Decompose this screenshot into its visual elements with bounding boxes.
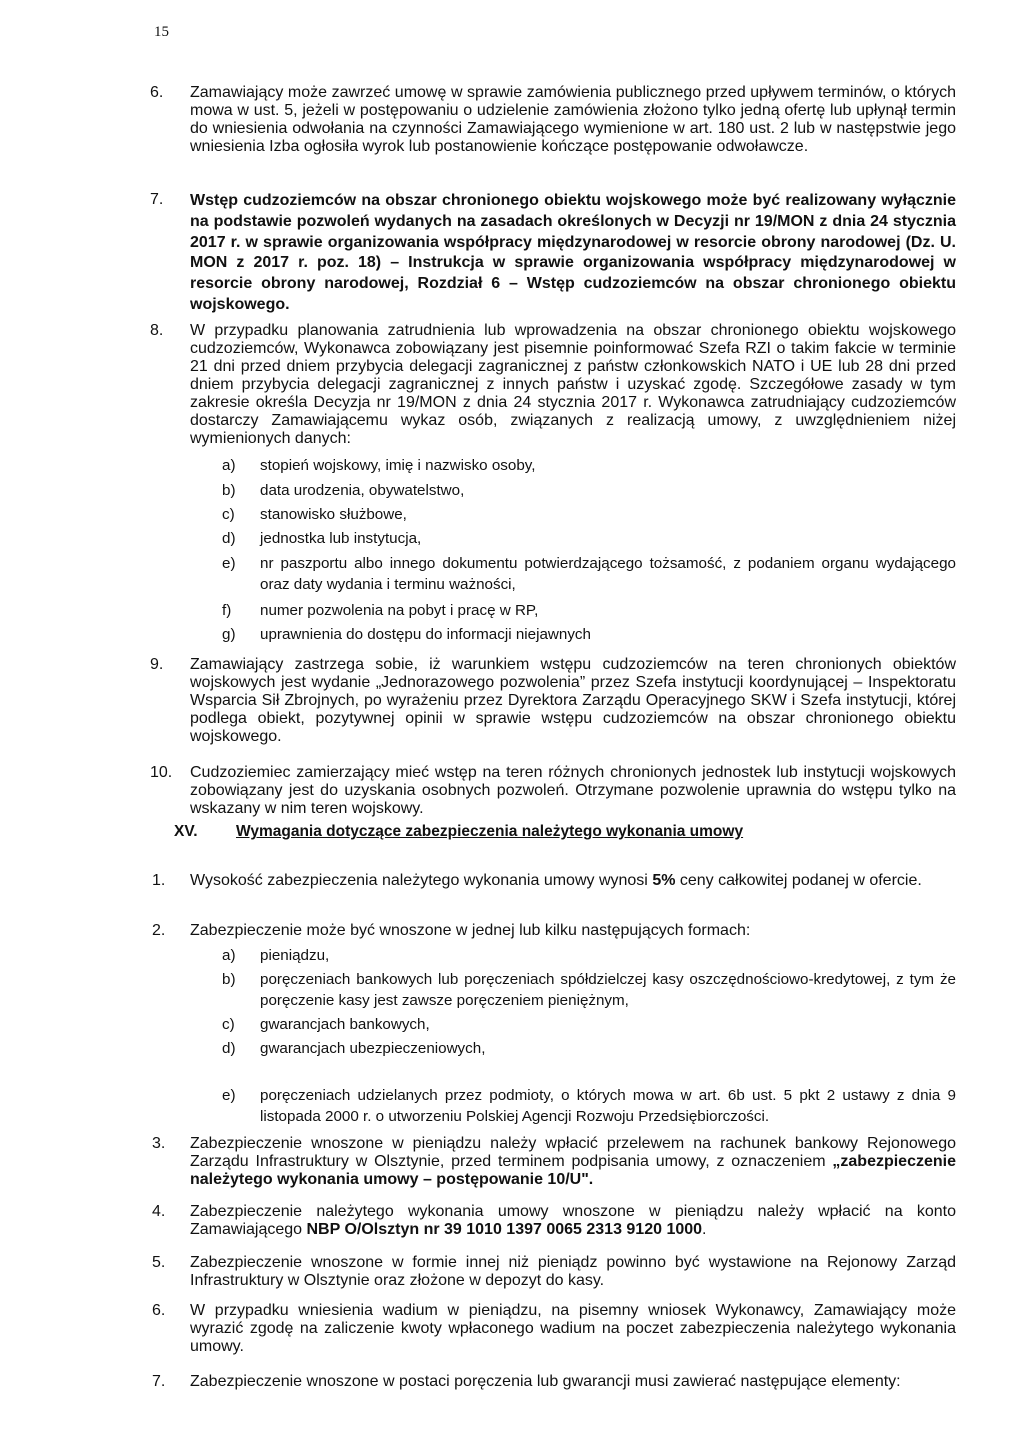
item-number: 6.: [150, 84, 164, 101]
item-number: 5.: [152, 1254, 166, 1271]
item-text: W przypadku planowania zatrudnienia lub wprowadzenia na obszar chronionego obiektu wojskowego cudzoziemców, Wykonawca zobowiązany jest pisemnie poinformować Szefa RZI o takim fakcie w terminie 21 dni przed dniem przybycia delegacji zagranicznej z państw członkowskich NATO i UE lub 28 dni przed dniem przybycia delegacji zagranicznej z innych państw i uzyskać zgodę. Szczegółowe zasady w tym zakresie określa Decyzja nr 19/MON z dnia 24 stycznia 2017 r. Wykonawca zatrudniający cudzoziemców dostarczy Zamawiającemu wykaz osób, związanych z realizacją umowy, z uwzględnieniem niżej wymienionych danych:: [190, 322, 956, 447]
item-text: Cudzoziemiec zamierzający mieć wstęp na teren różnych chronionych jednostek lub instytucji wojskowych zobowiązany jest do uzyskania osobnych pozwoleń. Otrzymane pozwolenie uprawnia do wstępu tylko na wskazany w nim teren wojskowy.: [190, 764, 956, 817]
item-text: Zabezpieczenie wnoszone w formie innej niż pieniądz powinno być wystawione na Rejonowy Zarząd Infrastruktury w Olsztynie oraz złożone w depozyt do kasy.: [190, 1254, 956, 1289]
item-text: Zamawiający może zawrzeć umowę w sprawie zamówienia publicznego przed upływem terminów, o których mowa w ust. 5, jeżeli w postępowaniu o udzielenie zamówienia złożono tylko jedną ofertę lub upłynął termin do wniesienia odwołania na czynności Zamawiającego wymienione w art. 180 ust. 2 lub w następstwie jego wniesienia Izba ogłosiła wyrok lub postanowienie kończące postępowanie odwoławcze.: [190, 84, 956, 155]
item-number: 4.: [152, 1203, 166, 1220]
item-text: Zabezpieczenie wnoszone w pieniądzu należy wpłacić przelewem na rachunek bankowy Rejonowego Zarządu Infrastruktury w Olsztynie, przed terminem podpisania umowy, z oznaczeniem „zabezpieczenie należytego wykonania umowy – postępowanie 10/U".: [190, 1135, 956, 1188]
item-text: Zabezpieczenie może być wnoszone w jednej lub kilku następujących formach:: [190, 922, 751, 939]
item-number: 8.: [150, 322, 164, 339]
item-number: 1.: [152, 872, 166, 889]
page-number: 15: [154, 24, 169, 40]
section-number: XV.: [174, 823, 198, 840]
item-text: Zabezpieczenie wnoszone w postaci poręczenia lub gwarancji musi zawierać następujące elementy:: [190, 1373, 901, 1390]
item-text: Zabezpieczenie należytego wykonania umowy wnoszone w pieniądzu należy wpłacić na konto Zamawiającego NBP O/Olsztyn nr 39 1010 1397 0065 2313 9120 1000.: [190, 1203, 956, 1238]
item-text: Wysokość zabezpieczenia należytego wykonania umowy wynosi 5% ceny całkowitej podanej w ofercie.: [190, 872, 922, 889]
item-number: 10.: [150, 764, 173, 781]
item-number: 3.: [152, 1135, 166, 1152]
item-text: Wstęp cudzoziemców na obszar chronionego obiektu wojskowego może być realizowany wyłącznie na podstawie pozwoleń wydanych na zasadach określonych w Decyzji nr 19/MON z dnia 24 stycznia 2017 r. w sprawie organizowania współpracy międzynarodowej w resorcie obrony narodowej (Dz. U. MON z 2017 r. poz. 18) – Instrukcja w sprawie organizowania współpracy międzynarodowej w resorcie obrony narodowej, Rozdział 6 – Wstęp cudzoziemców na obszar chronionego obiektu wojskowego.: [190, 192, 956, 313]
item-number: 2.: [152, 922, 166, 939]
item-number: 7.: [150, 191, 164, 208]
item-number: 9.: [150, 656, 164, 673]
item-number: 7.: [152, 1373, 166, 1390]
section-title: Wymagania dotyczące zabezpieczenia należytego wykonania umowy: [236, 823, 744, 840]
item-number: 6.: [152, 1302, 166, 1319]
item-text: W przypadku wniesienia wadium w pieniądzu, na pisemny wniosek Wykonawcy, Zamawiający może wyrazić zgodę na zaliczenie kwoty wpłaconego wadium na poczet zabezpieczenia należytego wykonania umowy.: [190, 1302, 956, 1355]
item-text: Zamawiający zastrzega sobie, iż warunkiem wstępu cudzoziemców na teren chronionych obiektów wojskowych jest wydanie „Jednorazowego pozwolenia” przez Szefa instytucji koordynującej – Inspektoratu Wsparcia Sił Zbrojnych, po wyrażeniu przez Dyrektora Zarządu Operacyjnego SKW i Szefa instytucji, której podlega obiekt, pozytywnej opinii w sprawie wstępu cudzoziemców na obszar chronionego obiektu wojskowego.: [190, 656, 956, 745]
